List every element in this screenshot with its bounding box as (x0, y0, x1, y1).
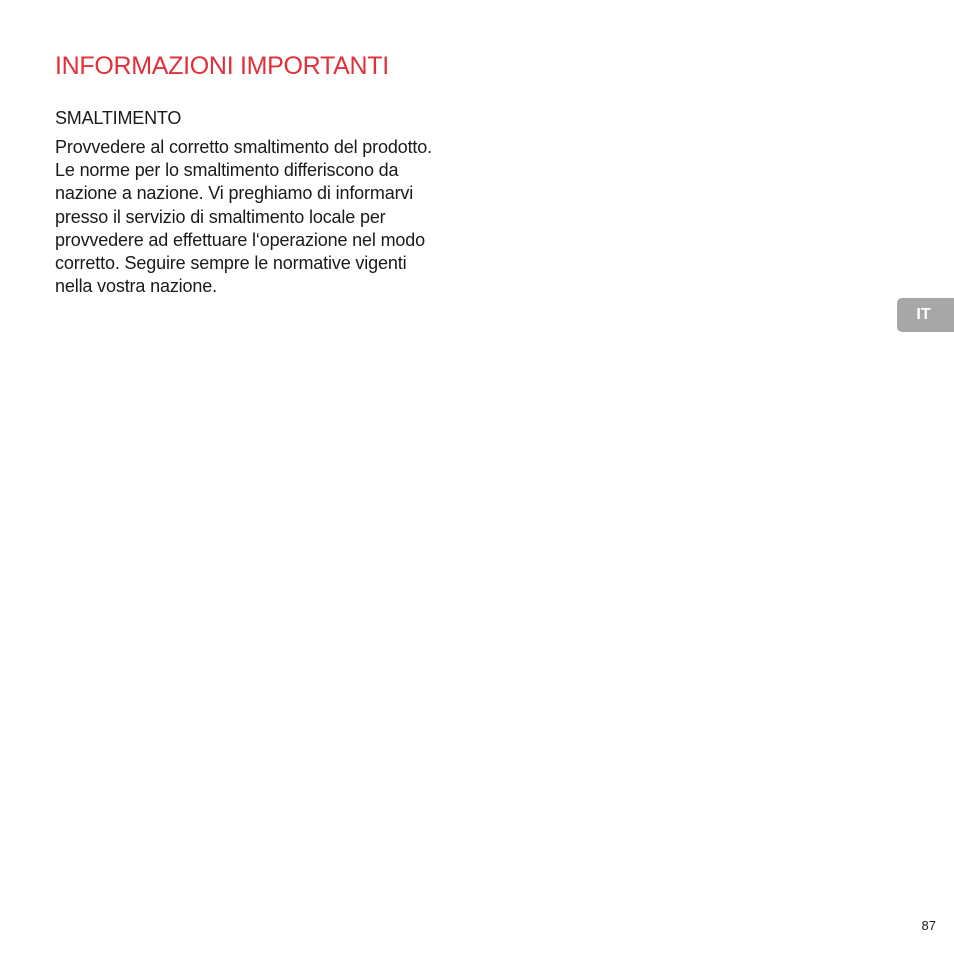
section-heading: SMALTIMENTO (55, 108, 182, 128)
paragraph-disposal-rules: Le norme per lo smaltimento differiscono da nazione a nazione. Vi preghiamo di informarvi presso il servizio di smaltimento locale per provvedere ad effettuare l‘operazione nel modo corretto. Seguire sempre le normative vigenti nella vostra nazione. (55, 160, 426, 297)
language-tab: IT (897, 298, 954, 332)
disposal-section (55, 106, 435, 298)
paragraph-disposal-intro: Provvedere al corretto smaltimento del prodotto. (55, 137, 432, 157)
page-number: 87 (921, 918, 936, 933)
page-title: INFORMAZIONI IMPORTANTI (55, 52, 389, 80)
section-body (55, 136, 435, 298)
